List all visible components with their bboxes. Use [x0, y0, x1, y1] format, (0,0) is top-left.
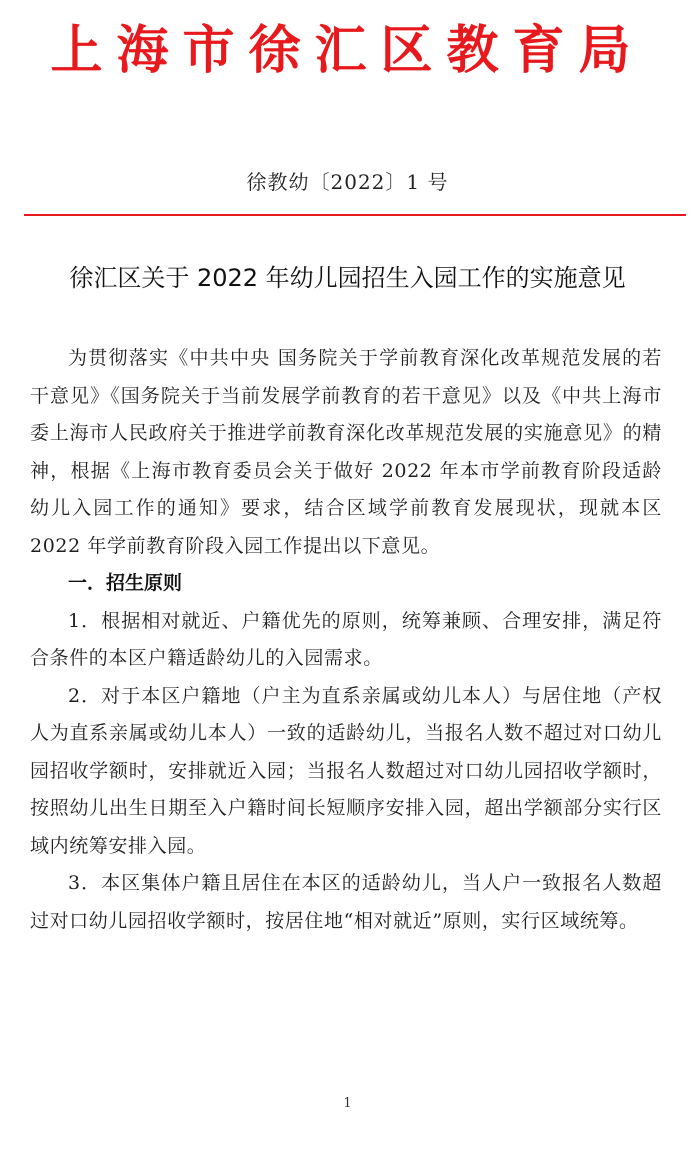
- principle-item-2: 2．对于本区户籍地（户主为直系亲属或幼儿本人）与居住地（产权人为直系亲属或幼儿本人）一致的适龄幼儿，当报名人数不超过对口幼儿园招收学额时，安排就近入园；当报名人数超过对口幼儿园招收学额时，按照幼儿出生日期至入户籍时间长短顺序安排入园，超出学额部分实行区域内统筹安排入园。: [30, 684, 662, 857]
- agency-masthead: 上海市徐汇区教育局: [50, 20, 645, 81]
- section-heading-enrollment-principles: 一．招生原则: [68, 572, 183, 594]
- document-number: 徐教幼〔2022〕1 号: [246, 170, 449, 194]
- document-body: [30, 340, 662, 940]
- page-number: 1: [343, 1096, 352, 1111]
- intro-paragraph: 为贯彻落实《中共中央 国务院关于学前教育深化改革规范发展的若干意见》《国务院关于当前发展学前教育的若干意见》以及《中共上海市委上海市人民政府关于推进学前教育深化改革规范发展的实施意见》的精神，根据《上海市教育委员会关于做好 2022 年本市学前教育阶段适龄幼儿入园工作的通知》要求，结合区域学前教育发展现状，现就本区 2022 年学前教育阶段入园工作提出以下意见。: [30, 347, 662, 557]
- principle-item-3: 3．本区集体户籍且居住在本区的适龄幼儿，当人户一致报名人数超过对口幼儿园招收学额时，按居住地“相对就近”原则，实行区域统筹。: [30, 872, 662, 932]
- document-title: 徐汇区关于 2022 年幼儿园招生入园工作的实施意见: [69, 264, 626, 292]
- header-divider-line: [24, 214, 686, 216]
- principle-item-1: 1．根据相对就近、户籍优先的原则，统筹兼顾、合理安排，满足符合条件的本区户籍适龄幼儿的入园需求。: [30, 609, 662, 669]
